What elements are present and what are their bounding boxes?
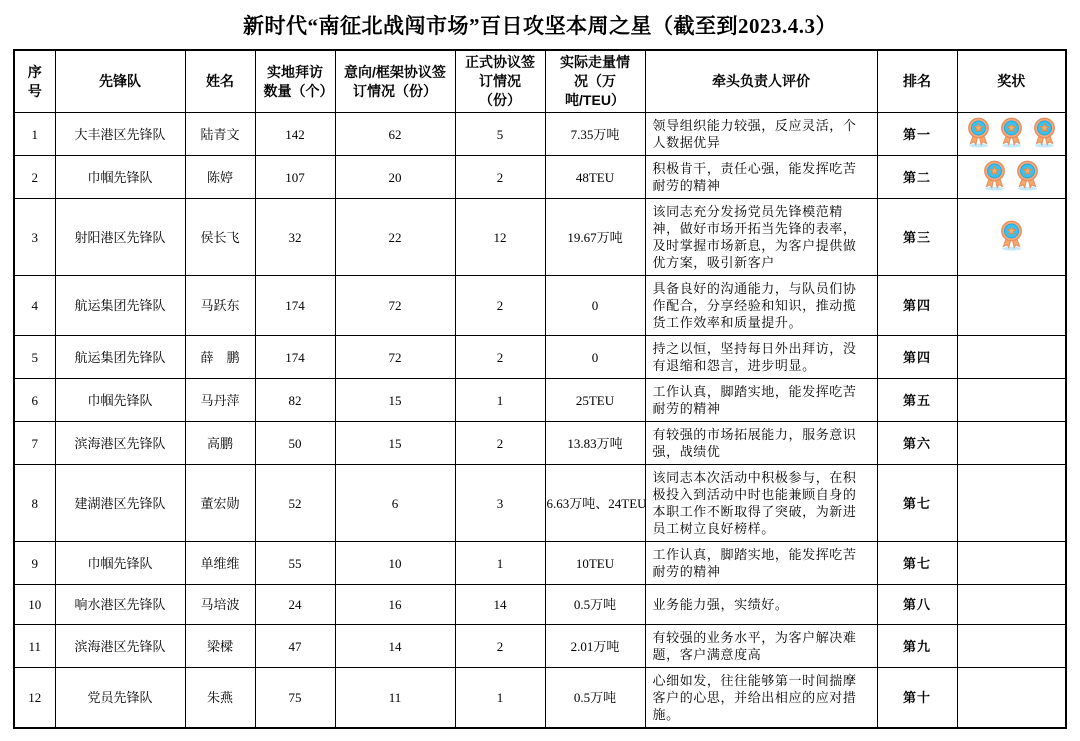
table-row: [14, 542, 1066, 585]
cell-name: 薛 鹏: [185, 336, 255, 379]
cell-volume: 10TEU: [545, 542, 645, 585]
cell-visits: 47: [255, 625, 335, 668]
header-intent-agreements: 意向/框架协议签订情况（份）: [335, 50, 455, 113]
cell-formal: 1: [455, 379, 545, 422]
cell-award: [957, 199, 1066, 276]
cell-award: [957, 625, 1066, 668]
cell-award: [957, 156, 1066, 199]
table-row: [14, 422, 1066, 465]
cell-volume: 0: [545, 276, 645, 336]
cell-volume: 48TEU: [545, 156, 645, 199]
cell-intent: 72: [335, 276, 455, 336]
cell-team: 巾帼先锋队: [55, 156, 185, 199]
cell-no: 3: [14, 199, 55, 276]
cell-evaluation: 积极肯干，责任心强，能发挥吃苦耐劳的精神: [645, 156, 877, 199]
cell-team: 射阳港区先锋队: [55, 199, 185, 276]
award-medal-icon: [981, 160, 1008, 191]
cell-award: [957, 336, 1066, 379]
cell-evaluation: 持之以恒，坚持每日外出拜访，没有退缩和怨言，进步明显。: [645, 336, 877, 379]
table-row: [14, 585, 1066, 625]
table-row: [14, 379, 1066, 422]
cell-team: 大丰港区先锋队: [55, 113, 185, 156]
header-team: 先锋队: [55, 50, 185, 113]
table-row: [14, 156, 1066, 199]
cell-no: 9: [14, 542, 55, 585]
cell-evaluation: 该同志本次活动中积极参与，在积极投入到活动中时也能兼顾自身的本职工作不断取得了突破，为新进员工树立良好榜样。: [645, 465, 877, 542]
cell-visits: 75: [255, 668, 335, 729]
header-rank: 排名: [877, 50, 957, 113]
cell-visits: 24: [255, 585, 335, 625]
table-body: [14, 113, 1066, 729]
cell-visits: 50: [255, 422, 335, 465]
cell-no: 11: [14, 625, 55, 668]
cell-award: [957, 585, 1066, 625]
cell-evaluation: 心细如发，往往能够第一时间揣摩客户的心思，并给出相应的应对措施。: [645, 668, 877, 729]
header-visits: 实地拜访数量（个）: [255, 50, 335, 113]
cell-intent: 10: [335, 542, 455, 585]
cell-team: 航运集团先锋队: [55, 276, 185, 336]
medal-group: [998, 220, 1025, 251]
cell-volume: 2.01万吨: [545, 625, 645, 668]
table-row: [14, 465, 1066, 542]
cell-formal: 1: [455, 542, 545, 585]
cell-team: 响水港区先锋队: [55, 585, 185, 625]
cell-formal: 2: [455, 156, 545, 199]
cell-no: 1: [14, 113, 55, 156]
cell-intent: 11: [335, 668, 455, 729]
cell-rank: 第五: [877, 379, 957, 422]
header-volume: 实际走量情况（万吨/TEU）: [545, 50, 645, 113]
cell-award: [957, 668, 1066, 729]
header-name: 姓名: [185, 50, 255, 113]
cell-name: 马丹萍: [185, 379, 255, 422]
cell-evaluation: 工作认真，脚踏实地，能发挥吃苦耐劳的精神: [645, 379, 877, 422]
weekly-star-table: [13, 49, 1067, 729]
cell-name: 梁樑: [185, 625, 255, 668]
cell-evaluation: 该同志充分发扬党员先锋模范精神，做好市场开拓当先锋的表率，及时掌握市场新息，为客户提供做优方案，吸引新客户: [645, 199, 877, 276]
cell-intent: 6: [335, 465, 455, 542]
cell-no: 5: [14, 336, 55, 379]
award-medal-icon: [998, 220, 1025, 251]
cell-award: [957, 422, 1066, 465]
table-row: [14, 625, 1066, 668]
cell-name: 陆青文: [185, 113, 255, 156]
cell-award: [957, 113, 1066, 156]
cell-rank: 第七: [877, 465, 957, 542]
cell-rank: 第三: [877, 199, 957, 276]
cell-volume: 7.35万吨: [545, 113, 645, 156]
cell-rank: 第九: [877, 625, 957, 668]
cell-volume: 0: [545, 336, 645, 379]
cell-team: 党员先锋队: [55, 668, 185, 729]
cell-rank: 第四: [877, 336, 957, 379]
cell-team: 建湖港区先锋队: [55, 465, 185, 542]
header-formal-agreements: 正式协议签订情况（份）: [455, 50, 545, 113]
cell-volume: 6.63万吨、24TEU: [545, 465, 645, 542]
cell-no: 10: [14, 585, 55, 625]
cell-name: 马跃东: [185, 276, 255, 336]
cell-evaluation: 有较强的市场拓展能力，服务意识强，战绩优: [645, 422, 877, 465]
cell-rank: 第八: [877, 585, 957, 625]
cell-name: 董宏勋: [185, 465, 255, 542]
cell-evaluation: 工作认真，脚踏实地，能发挥吃苦耐劳的精神: [645, 542, 877, 585]
cell-intent: 16: [335, 585, 455, 625]
cell-formal: 12: [455, 199, 545, 276]
cell-intent: 15: [335, 422, 455, 465]
cell-rank: 第六: [877, 422, 957, 465]
cell-formal: 2: [455, 625, 545, 668]
table-row: [14, 199, 1066, 276]
cell-team: 滨海港区先锋队: [55, 422, 185, 465]
cell-intent: 22: [335, 199, 455, 276]
header-evaluation: 牵头负责人评价: [645, 50, 877, 113]
table-row: [14, 668, 1066, 729]
cell-formal: 1: [455, 668, 545, 729]
cell-name: 朱燕: [185, 668, 255, 729]
cell-no: 6: [14, 379, 55, 422]
cell-rank: 第七: [877, 542, 957, 585]
table-row: [14, 276, 1066, 336]
cell-name: 单维维: [185, 542, 255, 585]
cell-volume: 25TEU: [545, 379, 645, 422]
table-row: [14, 336, 1066, 379]
cell-visits: 55: [255, 542, 335, 585]
cell-team: 滨海港区先锋队: [55, 625, 185, 668]
medal-group: [965, 117, 1058, 148]
cell-evaluation: 有较强的业务水平，为客户解决难题，客户满意度高: [645, 625, 877, 668]
cell-award: [957, 379, 1066, 422]
award-medal-icon: [1031, 117, 1058, 148]
table-header-row: [14, 50, 1066, 113]
cell-award: [957, 276, 1066, 336]
cell-name: 侯长飞: [185, 199, 255, 276]
cell-evaluation: 领导组织能力较强，反应灵活，个人数据优异: [645, 113, 877, 156]
cell-visits: 32: [255, 199, 335, 276]
award-medal-icon: [965, 117, 992, 148]
cell-volume: 0.5万吨: [545, 668, 645, 729]
cell-name: 陈婷: [185, 156, 255, 199]
cell-no: 4: [14, 276, 55, 336]
cell-no: 12: [14, 668, 55, 729]
cell-visits: 52: [255, 465, 335, 542]
header-no: 序号: [14, 50, 55, 113]
cell-name: 马培波: [185, 585, 255, 625]
cell-visits: 142: [255, 113, 335, 156]
medal-group: [981, 160, 1041, 191]
table-row: [14, 113, 1066, 156]
cell-team: 巾帼先锋队: [55, 379, 185, 422]
cell-intent: 14: [335, 625, 455, 668]
header-award: 奖状: [957, 50, 1066, 113]
cell-evaluation: 具备良好的沟通能力，与队员们协作配合，分享经验和知识，推动揽货工作效率和质量提升。: [645, 276, 877, 336]
cell-volume: 0.5万吨: [545, 585, 645, 625]
cell-formal: 2: [455, 336, 545, 379]
page-title: 新时代“南征北战闯市场”百日攻坚本周之星（截至到2023.4.3）: [243, 14, 837, 38]
cell-formal: 2: [455, 422, 545, 465]
cell-award: [957, 542, 1066, 585]
cell-rank: 第十: [877, 668, 957, 729]
cell-formal: 3: [455, 465, 545, 542]
cell-no: 8: [14, 465, 55, 542]
cell-rank: 第二: [877, 156, 957, 199]
cell-volume: 19.67万吨: [545, 199, 645, 276]
cell-formal: 5: [455, 113, 545, 156]
cell-volume: 13.83万吨: [545, 422, 645, 465]
cell-team: 航运集团先锋队: [55, 336, 185, 379]
cell-formal: 14: [455, 585, 545, 625]
cell-no: 2: [14, 156, 55, 199]
cell-name: 高鹏: [185, 422, 255, 465]
cell-intent: 20: [335, 156, 455, 199]
cell-visits: 82: [255, 379, 335, 422]
cell-intent: 15: [335, 379, 455, 422]
cell-intent: 72: [335, 336, 455, 379]
cell-no: 7: [14, 422, 55, 465]
cell-team: 巾帼先锋队: [55, 542, 185, 585]
cell-rank: 第四: [877, 276, 957, 336]
cell-visits: 174: [255, 276, 335, 336]
cell-rank: 第一: [877, 113, 957, 156]
award-medal-icon: [1014, 160, 1041, 191]
cell-visits: 174: [255, 336, 335, 379]
cell-award: [957, 465, 1066, 542]
cell-evaluation: 业务能力强，实绩好。: [645, 585, 877, 625]
cell-visits: 107: [255, 156, 335, 199]
award-medal-icon: [998, 117, 1025, 148]
cell-intent: 62: [335, 113, 455, 156]
cell-formal: 2: [455, 276, 545, 336]
